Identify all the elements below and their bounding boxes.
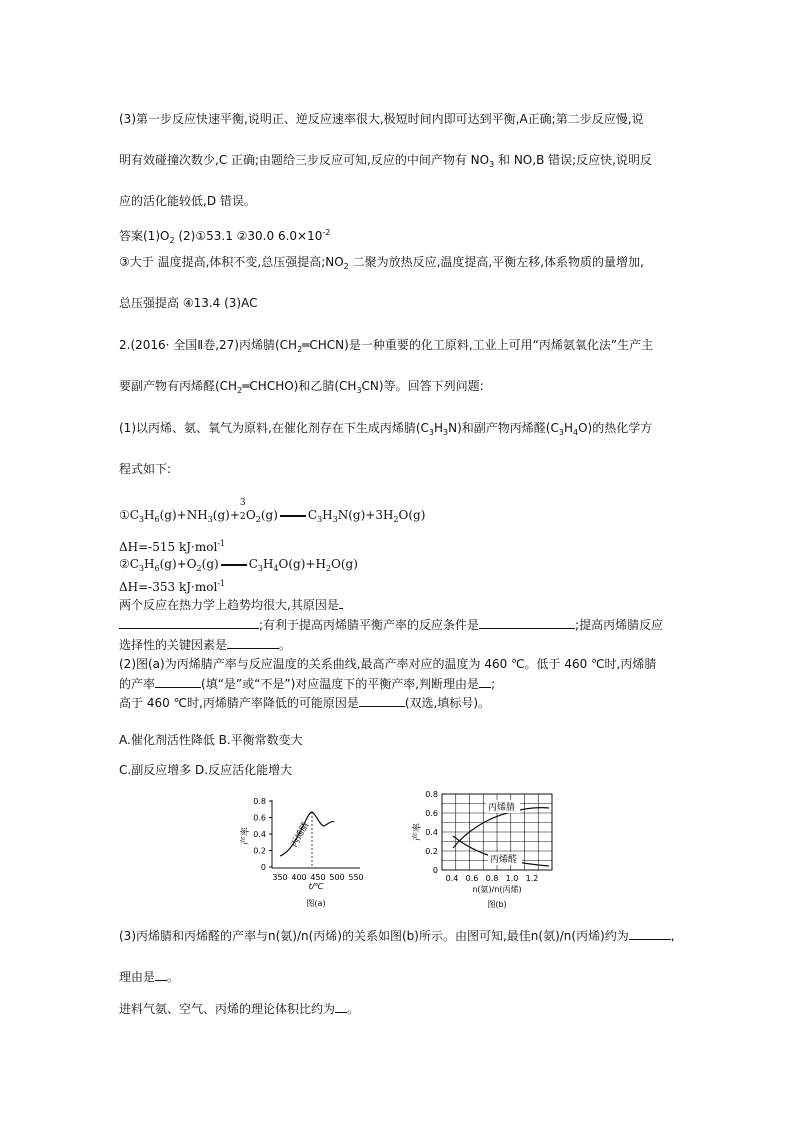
question-part-2: (2)图(a)为丙烯腈产率与反应温度的关系曲线,最高产率对应的温度为 460 ℃。低于 460 ℃时,丙烯腈 xyxy=(119,657,657,671)
question-text: ;有利于提高丙烯腈平衡产率的反应条件是 ;提高丙烯腈反应 xyxy=(119,616,663,633)
x-tick-label: 0.6 xyxy=(465,874,479,883)
y-tick-label: 0.8 xyxy=(253,797,266,806)
answer-blank[interactable] xyxy=(155,675,201,688)
answer-blank[interactable] xyxy=(119,616,259,629)
reaction-arrow xyxy=(221,564,247,566)
enthalpy-2: ΔH=-353 kJ·mol$^{-1}$ xyxy=(119,579,226,594)
x-tick-label: 500 xyxy=(329,873,345,882)
x-tick-label: 450 xyxy=(310,873,326,882)
question-part-1: (1)以丙烯、氨、氧气为原料,在催化剂存在下生成丙烯腈$(C_3H_3N)$和副产物丙烯醛$(C_3H_4O)$的热化学方 xyxy=(119,421,653,437)
question-text: 选择性的关键因素是 。 xyxy=(119,638,292,652)
answer-blank[interactable] xyxy=(335,1000,347,1013)
curve-label: 丙烯腈 xyxy=(488,803,516,813)
reaction-arrow xyxy=(280,515,306,517)
curve-label: 丙烯腈 xyxy=(289,820,312,850)
x-tick-label: 0.4 xyxy=(445,874,459,883)
x-axis-label: n(氨)/n(丙烯) xyxy=(472,885,522,894)
x-tick-label: 550 xyxy=(348,873,364,882)
x-tick-label: 1.0 xyxy=(505,874,519,883)
answer-blank[interactable] xyxy=(339,596,343,609)
y-axis-label: 产率 xyxy=(413,822,423,842)
y-tick-label: 0.6 xyxy=(425,809,438,818)
answer-blank[interactable] xyxy=(359,694,405,707)
answer-blank[interactable] xyxy=(155,968,167,981)
solution-line: 应的活化能较低,D 错误。 xyxy=(119,194,256,208)
figure-caption: 图(a) xyxy=(306,899,326,908)
answer-line: ③大于 温度提高,体积不变,总压强提高$;NO_2$ 二聚为放热反应,温度提高,平衡左移,体系物质的量增加, xyxy=(119,255,644,271)
acrylonitrile-curve xyxy=(453,808,549,848)
question-intro: 2.(2016· 全国Ⅱ卷,27)丙烯腈$(CH_2═CHCN)$是一种重要的化工原料,工业上可用“丙烯氨氧化法”生产主 xyxy=(119,338,654,354)
figure-caption: 图(b) xyxy=(487,900,507,909)
y-tick-label: 0 xyxy=(432,866,438,875)
question-part-2: 高于 460 ℃时,丙烯腈产率降低的可能原因是 (双选,填标号)。 xyxy=(119,696,491,710)
y-tick-label: 0.8 xyxy=(425,790,438,799)
answer-blank[interactable] xyxy=(479,616,575,629)
solution-line: 明有效碰撞次数少,C 正确;由题给三步反应可知,反应的中间产物有 $NO_3$ 和 NO,B 错误;反应快,说明反 xyxy=(119,153,652,169)
curve-label: 丙烯醛 xyxy=(490,855,518,865)
answer-line: 答案$(1)O_2$ (2)①53.1 ②30.0 $6.0\times 10^{-2}$ xyxy=(119,228,331,245)
solution-line: (3)第一步反应快速平衡,说明正、逆反应速率很大,极短时间内即可达到平衡,A正确;第二步反应慢,说 xyxy=(119,112,644,126)
equation-2: $②C_3H_6(g)+O_2(g)$ $C_3H_4O(g)+H_2O(g)$ xyxy=(119,557,358,573)
x-tick-label: 400 xyxy=(291,873,307,882)
question-part-3: (3)丙烯腈和丙烯醛的产率与n(氨)/n(丙烯)的关系如图(b)所示。由图可知,最佳n(氨)/n(丙烯)约为 , xyxy=(119,929,675,943)
question-part-3: 理由是 。 xyxy=(119,970,180,984)
answer-blank[interactable] xyxy=(479,675,491,688)
figure-b xyxy=(406,786,566,911)
answer-blank[interactable] xyxy=(227,636,279,649)
option-line: C.副反应增多 D.反应活化能增大 xyxy=(119,763,293,777)
y-axis-label: 产率 xyxy=(241,826,251,846)
question-part-2: 的产率 (填“是”或“不是”)对应温度下的平衡产率,判断理由是 ; xyxy=(119,677,496,691)
y-tick-label: 0.4 xyxy=(425,828,438,837)
x-tick-label: 0.8 xyxy=(485,874,499,883)
equation-1: $①C_3H_6(g)+NH_3(g)+$ 3 $2O_2(g)$ $C_3H_3N(g)+3H_2O(g)$ xyxy=(119,498,426,524)
y-tick-label: 0.2 xyxy=(253,846,266,856)
y-tick-label: 0.2 xyxy=(425,847,438,856)
question-part-1: 程式如下: xyxy=(119,462,172,476)
question-text: 两个反应在热力学上趋势均很大,其原因是 xyxy=(119,596,343,613)
answer-line: 总压强提高 ④13.4 (3)AC xyxy=(119,296,258,310)
x-tick-label: 350 xyxy=(272,873,288,882)
x-tick-label: 1.2 xyxy=(525,874,539,883)
y-tick-label: 0 xyxy=(260,863,266,872)
fraction: 3 2 xyxy=(239,498,246,522)
answer-blank[interactable] xyxy=(629,927,671,940)
question-intro: 要副产物有丙烯醛$(CH_2═CHCHO)$和乙腈$(CH_3CN)$等。回答下列问题: xyxy=(119,379,484,395)
option-line: A.催化剂活性降低 B.平衡常数变大 xyxy=(119,733,303,747)
x-axis-label: t/℃ xyxy=(308,882,324,891)
question-part-3: 进料气氨、空气、丙烯的理论体积比约为 。 xyxy=(119,1002,360,1016)
y-tick-label: 0.4 xyxy=(253,830,266,839)
enthalpy-1: ΔH=-515 kJ·mol$^{-1}$ xyxy=(119,539,226,554)
figure-a xyxy=(236,786,366,911)
y-tick-label: 0.6 xyxy=(253,813,266,823)
acrylonitrile-curve xyxy=(280,812,334,856)
